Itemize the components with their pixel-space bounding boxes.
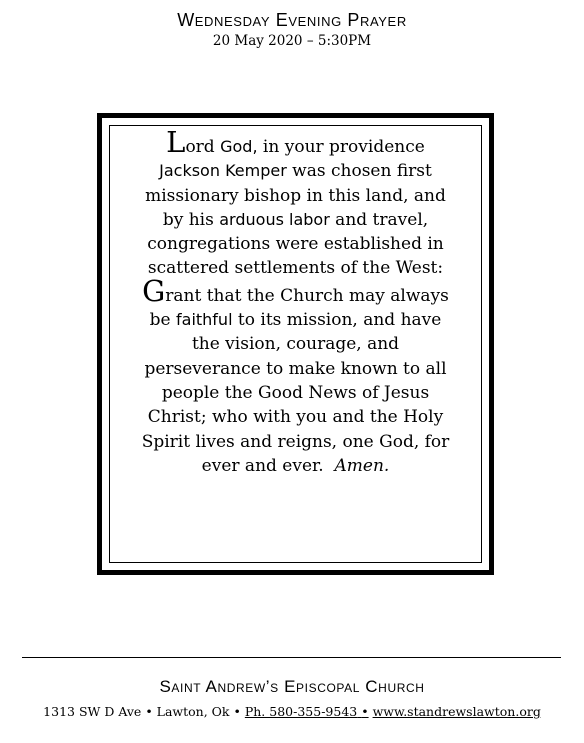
prayer-line — [112, 273, 479, 308]
prayer-text: was chosen first — [286, 161, 432, 182]
website-link[interactable]: www.standrewslawton.org — [372, 704, 541, 719]
bullet-separator: • — [233, 704, 241, 719]
prayer-text: rant that the Church may always — [165, 285, 449, 306]
amen: Amen. — [334, 455, 390, 476]
prayer-line: people the Good News of Jesus — [161, 382, 430, 403]
service-title: Wednesday Evening Prayer — [177, 10, 407, 30]
collect-text — [112, 125, 479, 478]
prayer-text: ord — [185, 137, 221, 157]
prayer-text: be — [149, 310, 176, 331]
page-header — [0, 8, 584, 50]
prayer-line: Spirit lives and reigns, one God, for — [141, 431, 450, 452]
prayer-line: the vision, courage, and — [191, 334, 400, 355]
church-contact — [0, 703, 584, 721]
drop-cap: L — [166, 125, 186, 159]
prayer-line: congregations were established in — [147, 234, 444, 255]
prayer-line: perseverance to make known to all — [144, 358, 447, 379]
prayer-line: missionary bishop in this land, and — [145, 185, 446, 206]
prayer-text: and travel, — [329, 209, 429, 230]
prayer-line: Christ; who with you and the Holy — [147, 407, 444, 428]
church-name: Saint Andrew’s Episcopal Church — [159, 677, 425, 696]
church-city: Lawton, Ok — [156, 704, 230, 719]
prayer-line — [112, 159, 479, 183]
prayer-line — [112, 454, 479, 478]
prayer-text: to its mission, and have — [232, 310, 442, 331]
phone-number: Ph. 580-355-9543 — [244, 704, 358, 719]
prayer-text: in your providence — [257, 137, 425, 157]
prayer-text: by his — [162, 209, 220, 230]
prayer-line — [112, 208, 479, 232]
saint-name: Jackson Kemper — [159, 161, 287, 181]
drop-cap: G — [142, 273, 166, 308]
bullet-separator: • — [145, 704, 153, 719]
footer-divider — [22, 657, 561, 658]
prayer-line — [112, 308, 479, 332]
prayer-text: arduous labor — [219, 209, 330, 229]
prayer-text: ever and ever. — [201, 455, 324, 476]
prayer-text: faithful — [176, 310, 233, 330]
service-date: 20 May 2020 – 5:30PM — [212, 33, 372, 49]
prayer-text: God, — [220, 137, 258, 156]
prayer-line: scattered settlements of the West: — [147, 258, 444, 279]
phone-link[interactable] — [245, 704, 369, 719]
church-address: 1313 SW D Ave — [43, 704, 142, 719]
prayer-line — [112, 125, 479, 159]
bullet-separator: • — [361, 704, 369, 719]
prayer-frame — [97, 113, 494, 575]
